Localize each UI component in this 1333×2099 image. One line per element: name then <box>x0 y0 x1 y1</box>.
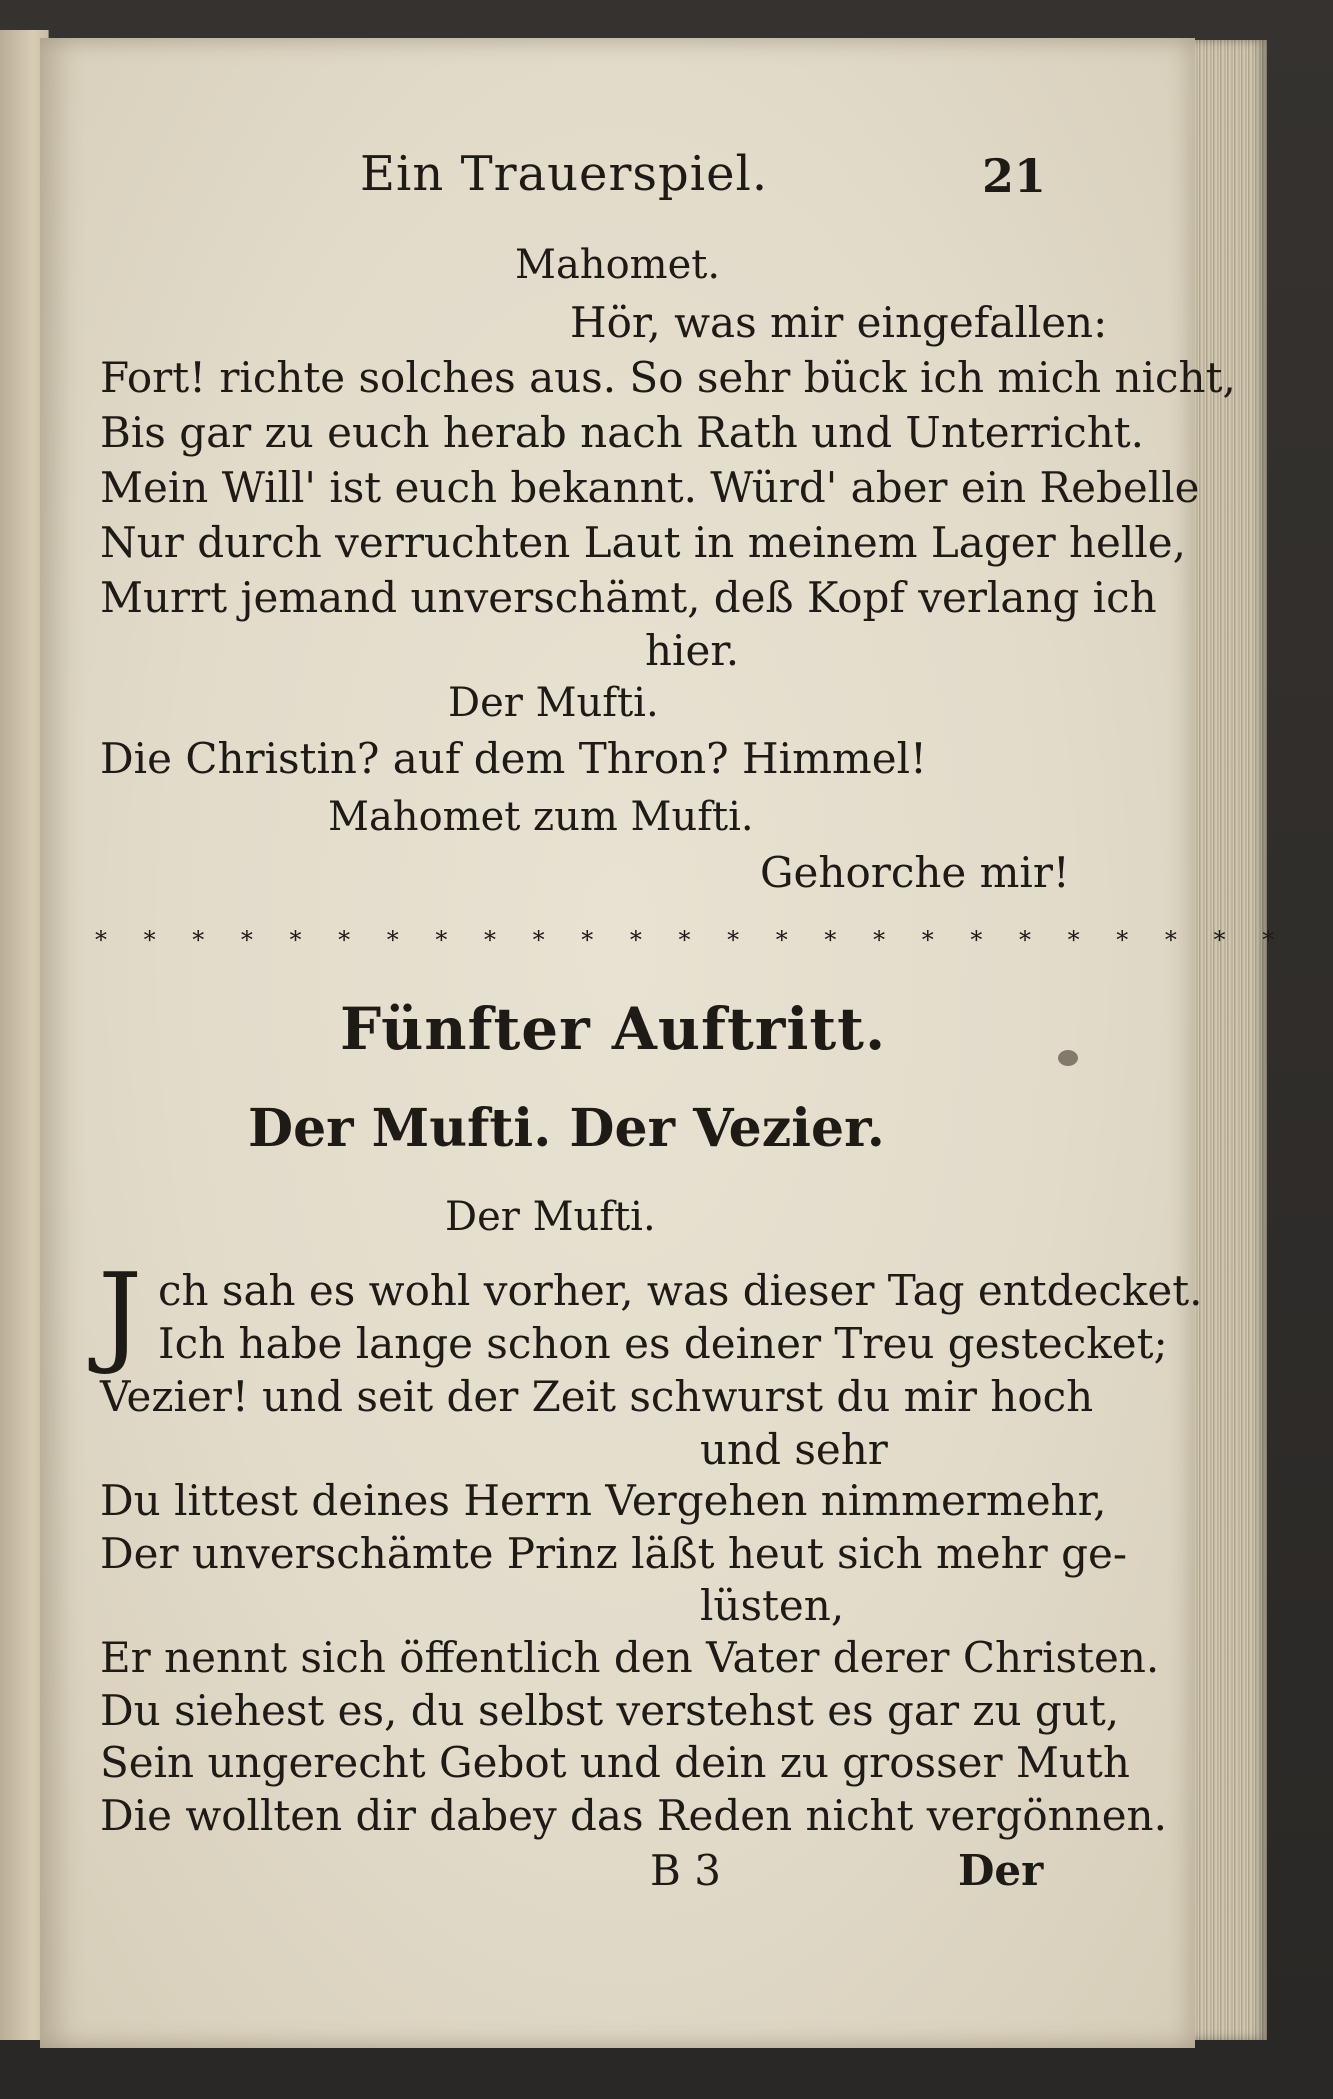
verse-line: Er nennt sich öffentlich den Vater derer Christen. <box>100 1633 1160 1682</box>
speaker-mahomet: Mahomet. <box>515 242 721 288</box>
scene-heading: Fünfter Auftritt. <box>340 995 887 1063</box>
verse-line: und sehr <box>700 1425 888 1474</box>
drop-cap: J <box>98 1249 143 1377</box>
speaker-mufti: Der Mufti. <box>448 680 659 726</box>
verse-line: Bis gar zu euch herab nach Rath und Unterricht. <box>100 408 1144 457</box>
verse-line: hier. <box>645 626 740 675</box>
verse-line: Die wollten dir dabey das Reden nicht vergönnen. <box>100 1791 1167 1840</box>
page-number: 21 <box>982 149 1047 203</box>
verse-line: Vezier! und seit der Zeit schwurst du mir hoch <box>100 1372 1094 1421</box>
catchword: Der <box>958 1846 1044 1895</box>
running-title: Ein Trauerspiel. <box>360 146 769 202</box>
speaker-mahomet-to-mufti: Mahomet zum Mufti. <box>328 794 754 840</box>
verse-line: Fort! richte solches aus. So sehr bück ich mich nicht, <box>100 353 1236 402</box>
verse-line: ch sah es wohl vorher, was dieser Tag entdecket. <box>158 1266 1203 1315</box>
ink-spot <box>1058 1050 1078 1066</box>
verse-line: Mein Will' ist euch bekannt. Würd' aber ein Rebelle <box>100 463 1200 512</box>
dramatis-personae: Der Mufti. Der Vezier. <box>248 1098 885 1159</box>
verse-line: lüsten, <box>700 1581 845 1630</box>
verse-line: Ich habe lange schon es deiner Treu gestecket; <box>158 1319 1168 1368</box>
page-edges <box>1185 40 1267 2040</box>
verse-line: Murrt jemand unverschämt, deß Kopf verlang ich <box>100 573 1157 622</box>
verse-line: Sein ungerecht Gebot und dein zu grosser Muth <box>100 1738 1130 1787</box>
star-divider: * * * * * * * * * * * * * * * * * * * * * * * * * <box>95 926 1289 954</box>
signature-mark: B 3 <box>650 1846 721 1895</box>
verse-line: Du littest deines Herrn Vergehen nimmermehr, <box>100 1476 1107 1525</box>
verse-line: Die Christin? auf dem Thron? Himmel! <box>100 734 927 783</box>
verse-line: Nur durch verruchten Laut in meinem Lager helle, <box>100 518 1186 567</box>
speaker-mufti: Der Mufti. <box>445 1194 656 1240</box>
verse-line: Gehorche mir! <box>760 848 1070 897</box>
verse-line: Hör, was mir eingefallen: <box>570 298 1108 347</box>
verse-line: Du siehest es, du selbst verstehst es gar zu gut, <box>100 1686 1120 1735</box>
verse-line: Der unverschämte Prinz läßt heut sich mehr ge- <box>100 1529 1128 1578</box>
